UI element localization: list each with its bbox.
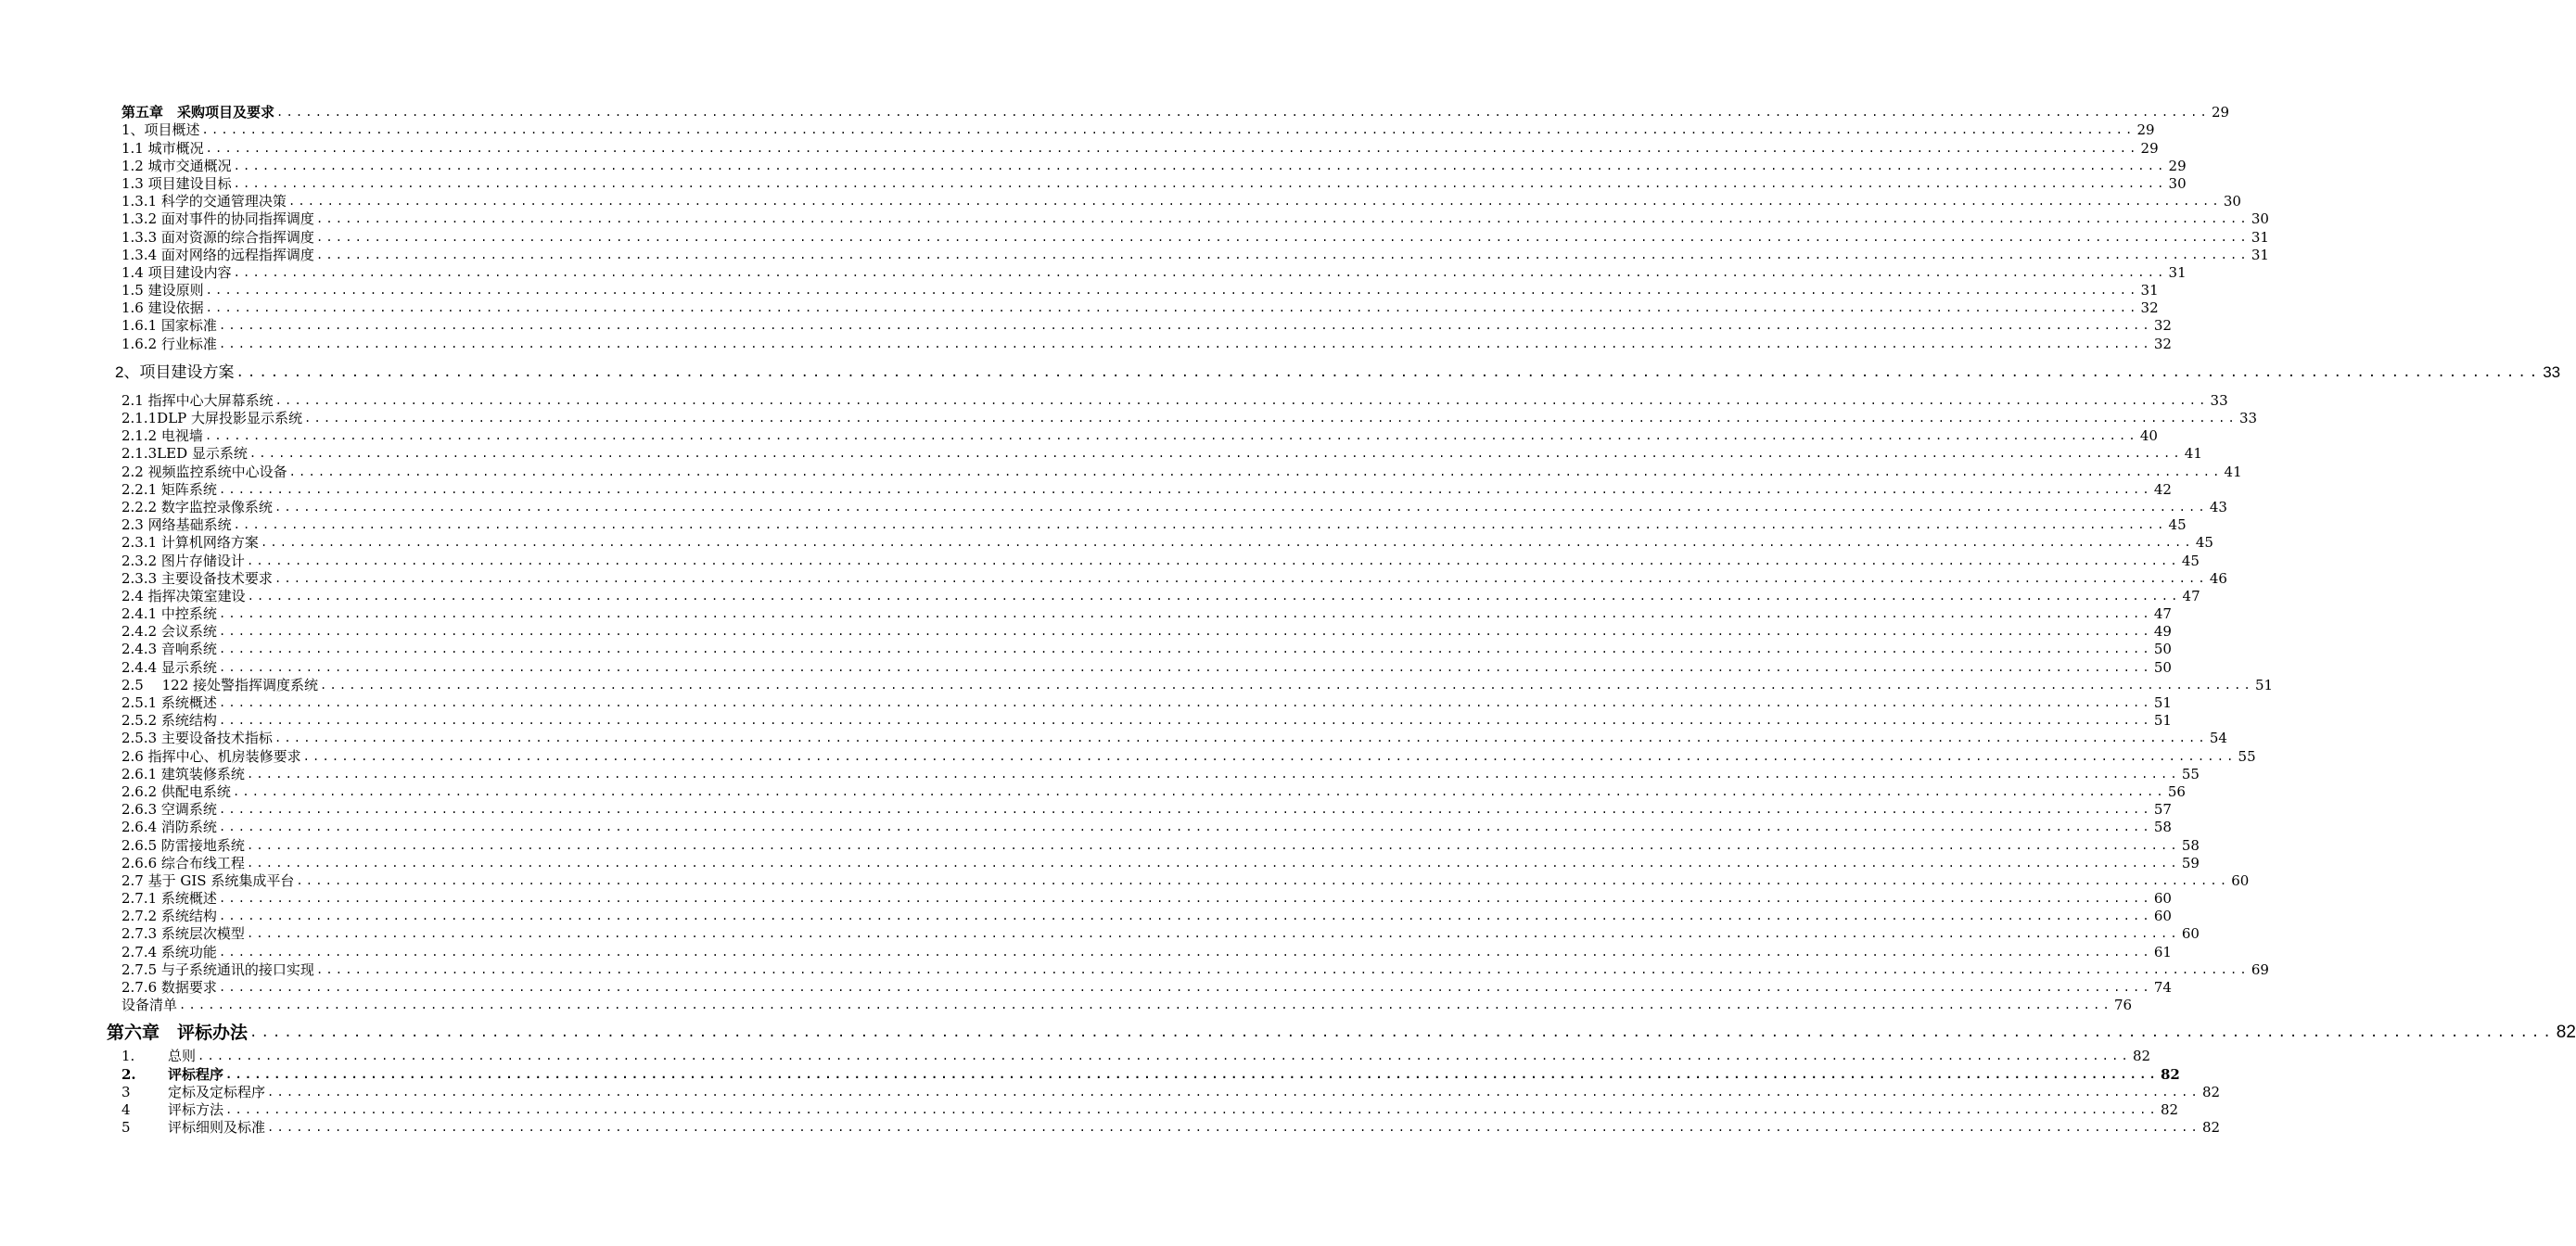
toc-entry-page: 33 <box>2238 410 2258 426</box>
toc-entry-title: 评标方法 <box>168 1100 224 1118</box>
toc-entry[interactable] <box>121 174 2187 193</box>
toc-entry-page: 29 <box>2168 157 2187 174</box>
leader-dots: ........................................................................................................................................................................................................ <box>218 625 2152 639</box>
leader-dots: ........................................................................................................................................................................................................ <box>218 482 2152 496</box>
leader-dots: ........................................................................................................................................................................................................ <box>218 892 2152 906</box>
leader-dots: ........................................................................................................................................................................................................ <box>179 998 2112 1012</box>
leader-dots: ........................................................................................................................................................................................................ <box>287 195 2222 209</box>
leader-dots: ........................................................................................................................................................................................................ <box>315 212 2250 226</box>
toc-entry[interactable] <box>121 890 2172 908</box>
toc-entry-section2-heading[interactable] <box>115 359 2561 387</box>
toc-entry-page: 59 <box>2181 854 2200 871</box>
toc-entry-page: 41 <box>2184 445 2202 463</box>
toc-entry-page: 46 <box>2209 569 2227 587</box>
toc-entry-page: 30 <box>2223 193 2241 210</box>
toc-entry-label: 2.7.5 与子系统通讯的接口实现 <box>121 960 314 978</box>
toc-entry[interactable] <box>121 210 2269 228</box>
toc-entry-page: 33 <box>2210 391 2228 409</box>
leader-dots: ........................................................................................................................................................................................................ <box>204 429 2138 443</box>
toc-entry-label: 2.6.3 空调系统 <box>121 801 217 819</box>
toc-entry-label: 2.5.2 系统结构 <box>121 712 217 730</box>
toc-entry-label: 2.6.6 综合布线工程 <box>121 854 245 871</box>
toc-entry[interactable] <box>121 730 2227 747</box>
leader-dots: ........................................................................................................................................................................................................ <box>246 856 2180 870</box>
toc-entry-chapter6[interactable] <box>107 1014 2576 1048</box>
toc-entry[interactable] <box>121 498 2227 516</box>
toc-entry-label: 2.4.2 会议系统 <box>121 623 217 641</box>
leader-dots: ........................................................................................................................................................................................................ <box>225 1067 2159 1081</box>
toc-entry[interactable] <box>121 871 2250 890</box>
toc-entry[interactable] <box>121 801 2172 819</box>
toc-entry-label: 2.2 视频监控系统中心设备 <box>121 463 287 480</box>
toc-entry-page: 74 <box>2153 979 2172 996</box>
leader-dots: ........................................................................................................................................................................................................ <box>246 838 2180 852</box>
toc-entry-label: 1.3.4 面对网络的远程指挥调度 <box>121 246 314 263</box>
toc-entry-page: 49 <box>2153 623 2172 641</box>
toc-entry-title: 定标及定标程序 <box>168 1083 266 1100</box>
toc-entry-page: 42 <box>2153 480 2172 498</box>
toc-entry[interactable] <box>121 587 2200 605</box>
toc-entry-page: 50 <box>2153 641 2172 658</box>
toc-entry-page: 82 <box>2160 1100 2179 1118</box>
toc-entry[interactable] <box>121 410 2258 427</box>
toc-entry-page: 55 <box>2181 765 2200 782</box>
leader-dots: ........................................................................................................................................................................................................ <box>205 141 2139 155</box>
leader-dots: ........................................................................................................................................................................................................ <box>246 553 2180 567</box>
toc-entry-title: 评标程序 <box>168 1065 224 1083</box>
toc-entry-page: 55 <box>2238 747 2256 765</box>
leader-dots: ........................................................................................................................................................................................................ <box>247 589 2181 603</box>
toc-entry-page: 47 <box>2182 587 2200 604</box>
leader-dots: ........................................................................................................................................................................................................ <box>218 714 2152 728</box>
leader-dots: ........................................................................................................................................................................................................ <box>304 412 2238 425</box>
toc-entry[interactable] <box>121 299 2159 317</box>
toc-entry[interactable] <box>121 139 2159 157</box>
toc-entry-label: 2.6.2 供配电系统 <box>121 782 231 800</box>
toc-entry[interactable] <box>121 960 2269 979</box>
toc-entry[interactable] <box>121 658 2172 676</box>
toc-entry-label <box>121 1101 223 1119</box>
leader-dots: ........................................................................................................................................................................................................ <box>315 962 2250 976</box>
toc-entry-number: 3 <box>121 1083 131 1100</box>
toc-entry-page: 43 <box>2209 498 2227 515</box>
leader-dots: ........................................................................................................................................................................................................ <box>218 981 2152 994</box>
toc-entry-label: 2.4.4 显示系统 <box>121 658 217 676</box>
toc-entry-page: 82 <box>2556 1023 2576 1043</box>
toc-entry-title: 评标细则及标准 <box>168 1119 266 1137</box>
toc-entry-page: 60 <box>2181 925 2200 943</box>
leader-dots: ........................................................................................................................................................................................................ <box>218 607 2152 621</box>
toc-entry[interactable] <box>121 747 2256 765</box>
toc-entry-page: 82 <box>2160 1065 2180 1083</box>
toc-entry[interactable] <box>121 765 2200 783</box>
toc-entry-page: 31 <box>2168 263 2187 281</box>
leader-dots: ........................................................................................................................................................................................................ <box>246 927 2180 941</box>
toc-entry-label: 1.6.2 行业标准 <box>121 335 217 352</box>
toc-entry-label: 1.1 城市概况 <box>121 139 204 157</box>
toc-entry[interactable] <box>121 836 2200 854</box>
toc-entry[interactable] <box>121 1048 2151 1065</box>
leader-dots: ........................................................................................................................................................................................................ <box>205 284 2139 298</box>
toc-entry-label: 2.6 指挥中心、机房装修要求 <box>121 747 301 765</box>
toc-entry-label: 2.7.1 系统概述 <box>121 890 217 908</box>
toc-entry[interactable] <box>121 480 2172 499</box>
toc-entry-label: 2.4 指挥决策室建设 <box>121 587 246 604</box>
toc-entry[interactable] <box>121 623 2172 641</box>
leader-dots: ........................................................................................................................................................................................................ <box>233 176 2167 190</box>
toc-entry-page: 61 <box>2153 943 2172 960</box>
leader-dots: ........................................................................................................................................................................................................ <box>274 571 2208 585</box>
toc-entry-label: 2.3 网络基础系统 <box>121 516 232 534</box>
toc-entry-label: 1、项目概述 <box>121 121 200 139</box>
toc-entry-page: 47 <box>2153 605 2172 623</box>
toc-entry-label: 2.5.3 主要设备技术指标 <box>121 730 273 747</box>
toc-entry-page: 29 <box>2211 104 2230 121</box>
toc-entry-page: 82 <box>2201 1119 2221 1137</box>
toc-entry[interactable] <box>121 463 2242 480</box>
toc-entry-label: 2.2.1 矩阵系统 <box>121 480 217 498</box>
toc-entry-label: 1.2 城市交通概况 <box>121 157 232 174</box>
leader-dots: ........................................................................................................................................................................................................ <box>236 364 2542 380</box>
toc-entry-page: 51 <box>2254 676 2274 693</box>
leader-dots: ........................................................................................................................................................................................................ <box>232 784 2166 798</box>
leader-dots: ........................................................................................................................................................................................................ <box>274 500 2208 514</box>
toc-entry-label: 1.3.2 面对事件的协同指挥调度 <box>121 210 314 228</box>
leader-dots: ........................................................................................................................................................................................................ <box>218 337 2152 350</box>
leader-dots: ........................................................................................................................................................................................................ <box>288 464 2223 478</box>
toc-entry[interactable] <box>121 121 2155 139</box>
toc-entry-label: 1.3.3 面对资源的综合指挥调度 <box>121 228 314 246</box>
toc-entry-label: 2.6.4 消防系统 <box>121 819 217 836</box>
leader-dots: ........................................................................................................................................................................................................ <box>233 159 2167 172</box>
toc-entry-page: 40 <box>2139 427 2158 445</box>
toc-entry-page: 45 <box>2181 552 2200 569</box>
toc-entry-label: 2.7.4 系统功能 <box>121 943 217 960</box>
toc-entry-label: 2.6.5 防雷接地系统 <box>121 836 245 854</box>
leader-dots: ........................................................................................................................................................................................................ <box>274 393 2209 407</box>
toc-entry-page: 50 <box>2153 658 2172 676</box>
toc-entry[interactable] <box>121 282 2159 299</box>
toc-entry[interactable] <box>121 1065 2180 1083</box>
toc-entry-page: 82 <box>2201 1083 2221 1100</box>
toc-entry-label: 设备清单 <box>121 997 178 1014</box>
toc-entry-label: 2.7.3 系统层次模型 <box>121 925 245 943</box>
toc-entry-number: 1. <box>121 1048 135 1065</box>
leader-dots: ........................................................................................................................................................................................................ <box>218 660 2152 674</box>
toc-entry[interactable] <box>121 317 2172 335</box>
toc-entry-page: 57 <box>2153 801 2172 819</box>
toc-entry-number: 2. <box>121 1065 136 1083</box>
toc-entry[interactable] <box>121 1083 2221 1101</box>
toc-entry-page: 76 <box>2113 997 2133 1014</box>
toc-entry[interactable] <box>121 391 2228 410</box>
leader-dots: ........................................................................................................................................................................................................ <box>276 106 2210 120</box>
toc-entry-title: 总则 <box>168 1048 197 1065</box>
leader-dots: ........................................................................................................................................................................................................ <box>315 230 2250 244</box>
toc-entry-page: 54 <box>2209 730 2227 747</box>
leader-dots: ........................................................................................................................................................................................................ <box>218 803 2152 817</box>
leader-dots: ........................................................................................................................................................................................................ <box>233 518 2167 532</box>
leader-dots: ........................................................................................................................................................................................................ <box>205 301 2139 315</box>
toc-entry-page: 60 <box>2231 871 2250 889</box>
toc-entry-label <box>121 1084 265 1101</box>
leader-dots: ........................................................................................................................................................................................................ <box>267 1121 2200 1135</box>
leader-dots: ........................................................................................................................................................................................................ <box>201 123 2136 137</box>
toc-entry-label: 2.2.2 数字监控录像系统 <box>121 498 273 515</box>
toc-entry[interactable] <box>121 605 2172 623</box>
toc-entry[interactable] <box>121 694 2172 712</box>
toc-entry-chapter5[interactable] <box>121 104 2230 121</box>
toc-entry[interactable] <box>121 516 2187 534</box>
toc-entry-page: 56 <box>2167 782 2186 800</box>
toc-entry[interactable] <box>121 997 2133 1014</box>
leader-dots: ........................................................................................................................................................................................................ <box>218 696 2152 709</box>
leader-dots: ........................................................................................................................................................................................................ <box>218 945 2152 959</box>
toc-entry[interactable] <box>121 246 2269 264</box>
leader-dots: ........................................................................................................................................................................................................ <box>302 749 2237 763</box>
toc-entry-page: 60 <box>2153 890 2172 908</box>
toc-entry-page: 30 <box>2251 210 2269 228</box>
table-of-contents <box>0 104 2576 1137</box>
toc-entry-page: 69 <box>2251 960 2269 978</box>
toc-entry-page: 58 <box>2153 819 2172 836</box>
toc-entry[interactable] <box>121 712 2172 730</box>
leader-dots: ........................................................................................................................................................................................................ <box>249 1025 2555 1041</box>
toc-entry[interactable] <box>121 228 2269 246</box>
toc-entry[interactable] <box>121 445 2202 463</box>
toc-entry-label: 1.3 项目建设目标 <box>121 174 232 192</box>
leader-dots: ........................................................................................................................................................................................................ <box>260 536 2194 550</box>
toc-entry-page: 30 <box>2168 174 2187 192</box>
toc-entry-label <box>121 1119 265 1137</box>
toc-entry-page: 51 <box>2153 712 2172 730</box>
toc-entry[interactable] <box>121 925 2200 943</box>
toc-chapter6-items <box>0 1048 2221 1137</box>
toc-entry-label: 2.3.3 主要设备技术要求 <box>121 569 273 587</box>
toc-entry-page: 45 <box>2168 516 2187 534</box>
toc-entry-label: 2.4.1 中控系统 <box>121 605 217 623</box>
toc-entry-label: 2.7 基于 GIS 系统集成平台 <box>121 871 295 889</box>
leader-dots: ........................................................................................................................................................................................................ <box>198 1049 2131 1063</box>
toc-entry-page: 29 <box>2140 139 2159 157</box>
toc-entry[interactable] <box>121 943 2172 960</box>
leader-dots: ........................................................................................................................................................................................................ <box>225 1102 2159 1116</box>
toc-entry-label: 2.5 122 接处警指挥调度系统 <box>121 676 319 693</box>
leader-dots: ........................................................................................................................................................................................................ <box>315 248 2250 261</box>
leader-dots: ........................................................................................................................................................................................................ <box>246 767 2180 781</box>
toc-entry-page: 32 <box>2153 317 2172 335</box>
toc-entry[interactable] <box>121 263 2187 282</box>
toc-entry[interactable] <box>121 534 2213 552</box>
leader-dots: ........................................................................................................................................................................................................ <box>218 909 2152 923</box>
toc-entry[interactable] <box>121 676 2274 694</box>
toc-entry-page: 60 <box>2153 908 2172 925</box>
toc-entry-page: 45 <box>2195 534 2213 552</box>
toc-entry-page: 58 <box>2181 836 2200 854</box>
toc-entry[interactable] <box>121 782 2186 801</box>
toc-entry[interactable] <box>121 193 2241 210</box>
toc-entry-label: 1.3.1 科学的交通管理决策 <box>121 193 287 210</box>
toc-entry-label: 2.3.2 图片存储设计 <box>121 552 245 569</box>
toc-entry-label: 2.7.2 系统结构 <box>121 908 217 925</box>
toc-entry[interactable] <box>121 908 2172 925</box>
leader-dots: ........................................................................................................................................................................................................ <box>267 1085 2200 1099</box>
toc-entry[interactable] <box>121 569 2227 588</box>
toc-entry-number: 5 <box>121 1119 131 1137</box>
toc-entry-label: 2.1.1DLP 大屏投影显示系统 <box>121 410 303 426</box>
toc-entry-page: 32 <box>2140 299 2159 317</box>
toc-entry[interactable] <box>121 1119 2221 1137</box>
toc-entry-label: 2.4.3 音响系统 <box>121 641 217 658</box>
toc-entry-label: 1.5 建设原则 <box>121 282 204 299</box>
toc-entry-page: 31 <box>2140 282 2159 299</box>
toc-entry-label: 2.1 指挥中心大屏幕系统 <box>121 391 274 409</box>
leader-dots: ........................................................................................................................................................................................................ <box>274 731 2208 745</box>
toc-entry-label: 2.1.3LED 显示系统 <box>121 445 248 463</box>
toc-entry-label: 1.4 项目建设内容 <box>121 263 232 281</box>
toc-entry[interactable] <box>121 854 2200 872</box>
toc-entry-label: 1.6.1 国家标准 <box>121 317 217 335</box>
toc-entry-page: 29 <box>2136 121 2155 139</box>
toc-entry-label: 2.6.1 建筑装修系统 <box>121 765 245 782</box>
toc-entry[interactable] <box>121 641 2172 658</box>
toc-entry[interactable] <box>121 819 2172 836</box>
toc-entry-page: 82 <box>2132 1048 2151 1065</box>
toc-entry-page: 51 <box>2153 694 2172 711</box>
toc-entry-page: 33 <box>2543 362 2561 381</box>
leader-dots: ........................................................................................................................................................................................................ <box>218 820 2152 834</box>
toc-entry-label: 2、项目建设方案 <box>115 362 235 381</box>
toc-entry-page: 31 <box>2251 228 2269 246</box>
toc-entry-label: 第六章 评标办法 <box>107 1023 249 1044</box>
toc-entry[interactable] <box>121 157 2187 175</box>
toc-section-2 <box>0 391 2274 1015</box>
toc-entry[interactable] <box>121 335 2172 352</box>
leader-dots: ........................................................................................................................................................................................................ <box>218 319 2152 333</box>
toc-entry-label: 2.1.2 电视墙 <box>121 427 203 445</box>
toc-entry-label: 2.3.1 计算机网络方案 <box>121 534 259 552</box>
leader-dots: ........................................................................................................................................................................................................ <box>249 447 2183 461</box>
toc-entry[interactable] <box>121 552 2200 569</box>
toc-entry-page: 41 <box>2224 463 2242 480</box>
toc-entry-page: 31 <box>2251 246 2269 263</box>
toc-section-1 <box>0 121 2269 352</box>
toc-entry-label <box>121 1066 223 1084</box>
toc-entry-label: 2.5.1 系统概述 <box>121 694 217 711</box>
toc-entry-page: 32 <box>2153 335 2172 352</box>
toc-entry[interactable] <box>121 1100 2179 1119</box>
toc-entry-label <box>121 1048 196 1065</box>
toc-entry-label: 2.7.6 数据要求 <box>121 979 217 996</box>
leader-dots: ........................................................................................................................................................................................................ <box>218 642 2152 656</box>
leader-dots: ........................................................................................................................................................................................................ <box>296 873 2230 887</box>
leader-dots: ........................................................................................................................................................................................................ <box>233 265 2167 279</box>
toc-entry-number: 4 <box>121 1100 131 1118</box>
toc-entry-label: 1.6 建设依据 <box>121 299 204 317</box>
toc-entry[interactable] <box>121 427 2158 445</box>
toc-entry[interactable] <box>121 979 2172 997</box>
toc-entry-label: 第五章 采购项目及要求 <box>121 104 275 121</box>
leader-dots: ........................................................................................................................................................................................................ <box>320 678 2253 692</box>
